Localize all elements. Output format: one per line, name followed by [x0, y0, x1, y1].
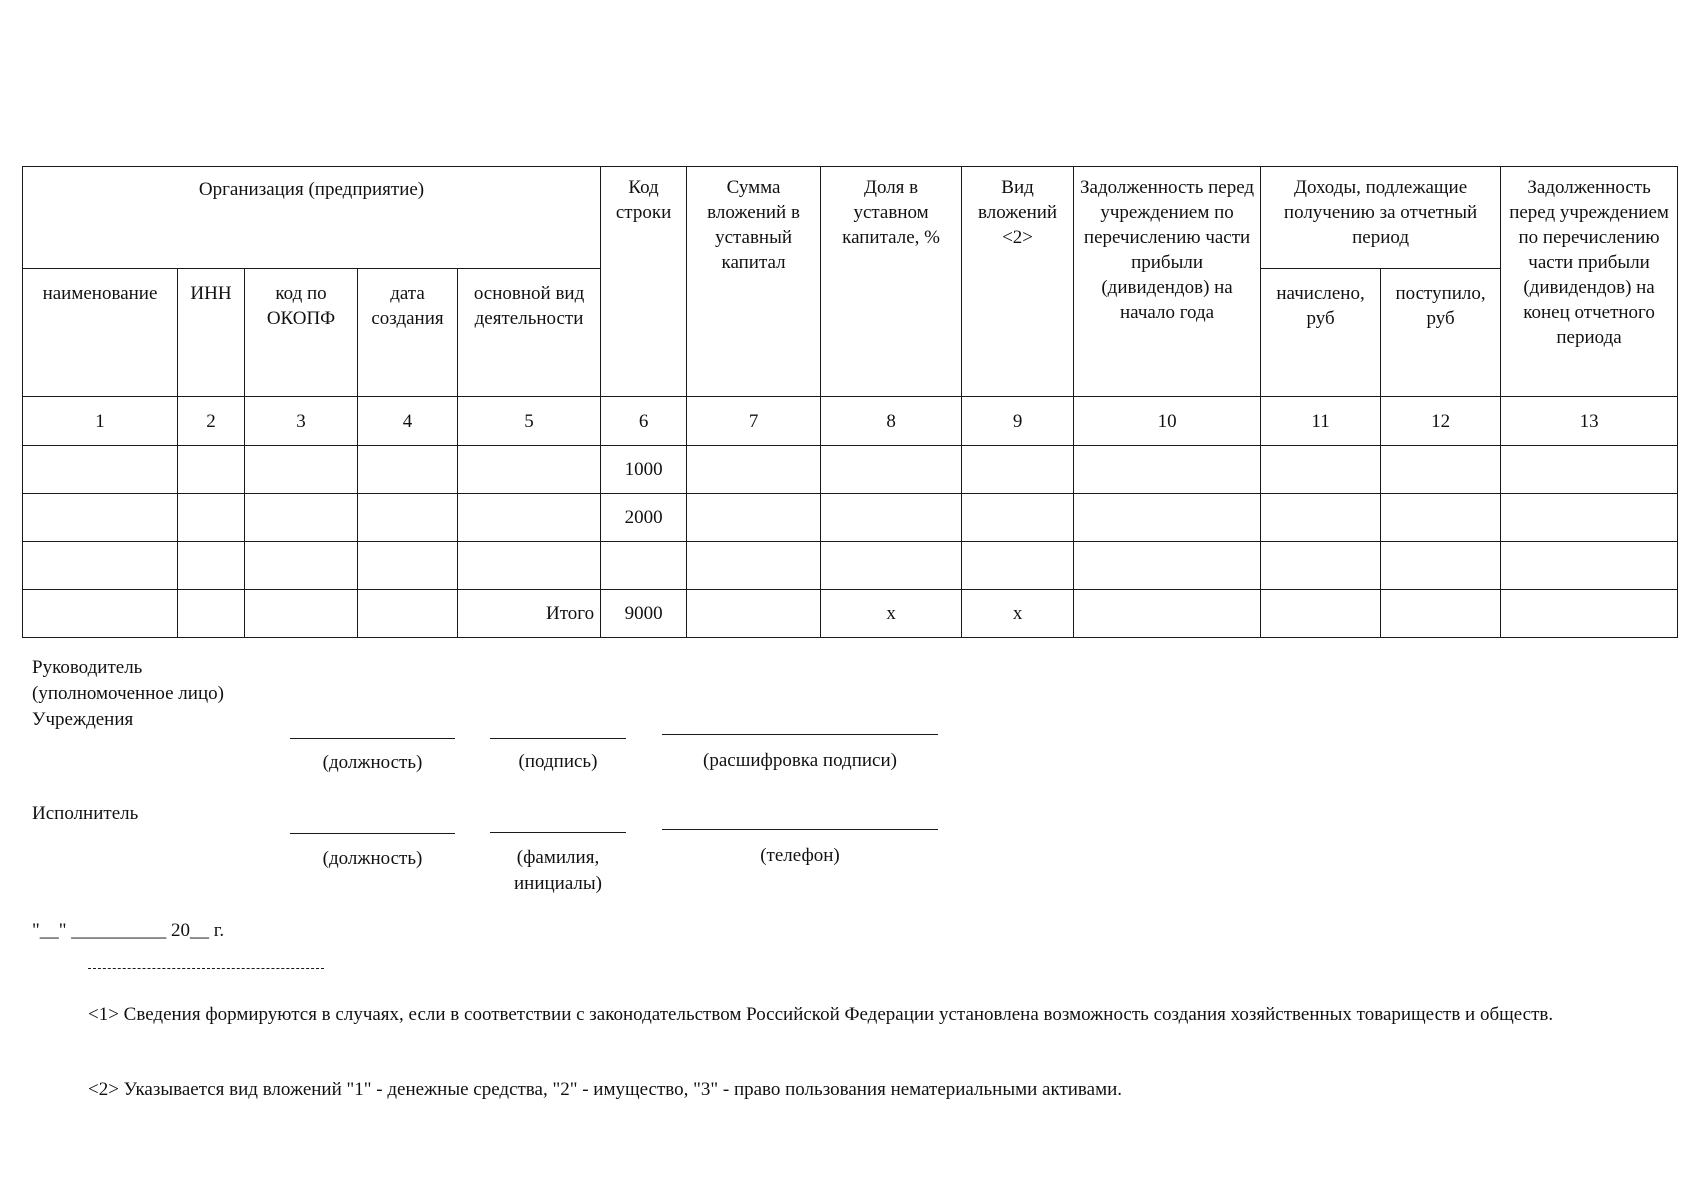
investments-table [22, 166, 1678, 638]
cell-name[interactable] [23, 541, 178, 589]
total-row [23, 589, 1678, 637]
table-row [23, 493, 1678, 541]
cell-created[interactable] [358, 541, 458, 589]
column-number: 9 [962, 397, 1074, 445]
column-number: 10 [1074, 397, 1261, 445]
exec-name-caption-line-2: инициалы) [513, 873, 602, 894]
cell-code: 1000 [601, 445, 687, 493]
column-number: 2 [178, 397, 245, 445]
column-number: 4 [358, 397, 458, 445]
footnote-1: <1> Сведения формируются в случаях, если в соответствии с законодательством Российской Федерации установлена возможность создания хозяйственных товариществ и обществ. [88, 1004, 1554, 1025]
cell-received[interactable] [1381, 541, 1501, 589]
cell-received[interactable] [1381, 493, 1501, 541]
column-number: 3 [245, 397, 358, 445]
cell-accrued[interactable] [1261, 493, 1381, 541]
header-kind: Вид вложений <2> [962, 167, 1074, 397]
total-share: x [821, 589, 962, 637]
cell-share[interactable] [821, 445, 962, 493]
cell-sum[interactable] [687, 541, 821, 589]
total-kind: x [962, 589, 1074, 637]
cell-inn[interactable] [178, 445, 245, 493]
executor-label: Исполнитель [32, 803, 139, 824]
column-number: 12 [1381, 397, 1501, 445]
head-signature-caption: (подпись) [518, 751, 598, 772]
cell-debt-start[interactable] [1074, 445, 1261, 493]
head-position-line[interactable] [290, 738, 455, 739]
cell-created [358, 589, 458, 637]
total-accrued[interactable] [1261, 589, 1381, 637]
header-okopf: код по ОКОПФ [245, 269, 358, 397]
date-line: "__" __________ 20__ г. [32, 920, 225, 941]
cell-kind[interactable] [962, 541, 1074, 589]
cell-okopf[interactable] [245, 493, 358, 541]
cell-kind[interactable] [962, 493, 1074, 541]
header-accrued: начислено, руб [1261, 269, 1381, 397]
cell-activity[interactable] [458, 493, 601, 541]
cell-inn[interactable] [178, 541, 245, 589]
header-share: Доля в уставном капитале, % [821, 167, 962, 397]
exec-phone-line[interactable] [662, 829, 938, 830]
head-position-caption: (должность) [322, 752, 423, 773]
cell-code [601, 541, 687, 589]
column-number: 8 [821, 397, 962, 445]
table-row [23, 541, 1678, 589]
footnote-2: <2> Указывается вид вложений "1" - денежные средства, "2" - имущество, "3" - право пользования нематериальными активами. [88, 1079, 1123, 1100]
head-label-line-2: (уполномоченное лицо) [32, 683, 224, 704]
head-decoding-line[interactable] [662, 734, 938, 735]
column-number: 7 [687, 397, 821, 445]
exec-name-caption [490, 845, 626, 897]
column-number: 1 [23, 397, 178, 445]
exec-name-caption-line-1: (фамилия, [516, 847, 600, 868]
total-received[interactable] [1381, 589, 1501, 637]
cell-debt-end[interactable] [1501, 493, 1678, 541]
cell-share[interactable] [821, 493, 962, 541]
cell-debt-start[interactable] [1074, 493, 1261, 541]
cell-sum[interactable] [687, 493, 821, 541]
cell-okopf [245, 589, 358, 637]
header-debt-start: Задолженность перед учреждением по перечислению части прибыли (дивидендов) на начало года [1074, 167, 1261, 397]
cell-debt-start[interactable] [1074, 541, 1261, 589]
header-code: Код строки [601, 167, 687, 397]
head-signature-line[interactable] [490, 738, 626, 739]
cell-okopf[interactable] [245, 445, 358, 493]
column-number: 13 [1501, 397, 1678, 445]
footnote-separator [88, 968, 324, 969]
cell-okopf[interactable] [245, 541, 358, 589]
column-numbers-row [23, 397, 1678, 445]
cell-name [23, 589, 178, 637]
table-row [23, 445, 1678, 493]
cell-received[interactable] [1381, 445, 1501, 493]
header-created: дата создания [358, 269, 458, 397]
header-debt-end: Задолженность перед учреждением по перечислению части прибыли (дивидендов) на конец отчетного периода [1501, 167, 1678, 397]
cell-inn[interactable] [178, 493, 245, 541]
column-number: 5 [458, 397, 601, 445]
header-inn: ИНН [178, 269, 245, 397]
cell-name[interactable] [23, 445, 178, 493]
cell-created[interactable] [358, 445, 458, 493]
exec-phone-caption: (телефон) [760, 845, 840, 866]
cell-debt-end[interactable] [1501, 541, 1678, 589]
exec-name-line[interactable] [490, 832, 626, 833]
head-label-line-1: Руководитель [32, 657, 143, 678]
cell-name[interactable] [23, 493, 178, 541]
header-name: наименование [23, 269, 178, 397]
cell-kind[interactable] [962, 445, 1074, 493]
head-decoding-caption: (расшифровка подписи) [703, 750, 897, 771]
cell-activity[interactable] [458, 541, 601, 589]
exec-position-caption: (должность) [322, 848, 423, 869]
header-organization: Организация (предприятие) [23, 167, 601, 269]
cell-share[interactable] [821, 541, 962, 589]
total-debt-end[interactable] [1501, 589, 1678, 637]
header-income-group: Доходы, подлежащие получению за отчетный период [1261, 167, 1501, 269]
column-number: 11 [1261, 397, 1381, 445]
total-debt-start[interactable] [1074, 589, 1261, 637]
cell-accrued[interactable] [1261, 541, 1381, 589]
cell-debt-end[interactable] [1501, 445, 1678, 493]
total-code: 9000 [601, 589, 687, 637]
total-label: Итого [458, 589, 601, 637]
cell-activity[interactable] [458, 445, 601, 493]
cell-sum[interactable] [687, 445, 821, 493]
head-label [32, 655, 224, 733]
cell-code: 2000 [601, 493, 687, 541]
total-sum[interactable] [687, 589, 821, 637]
header-activity: основной вид деятельности [458, 269, 601, 397]
cell-accrued[interactable] [1261, 445, 1381, 493]
header-received: поступило, руб [1381, 269, 1501, 397]
head-label-line-3: Учреждения [32, 709, 134, 730]
cell-inn [178, 589, 245, 637]
cell-created[interactable] [358, 493, 458, 541]
exec-position-line[interactable] [290, 833, 455, 834]
header-sum: Сумма вложений в уставный капитал [687, 167, 821, 397]
column-number: 6 [601, 397, 687, 445]
